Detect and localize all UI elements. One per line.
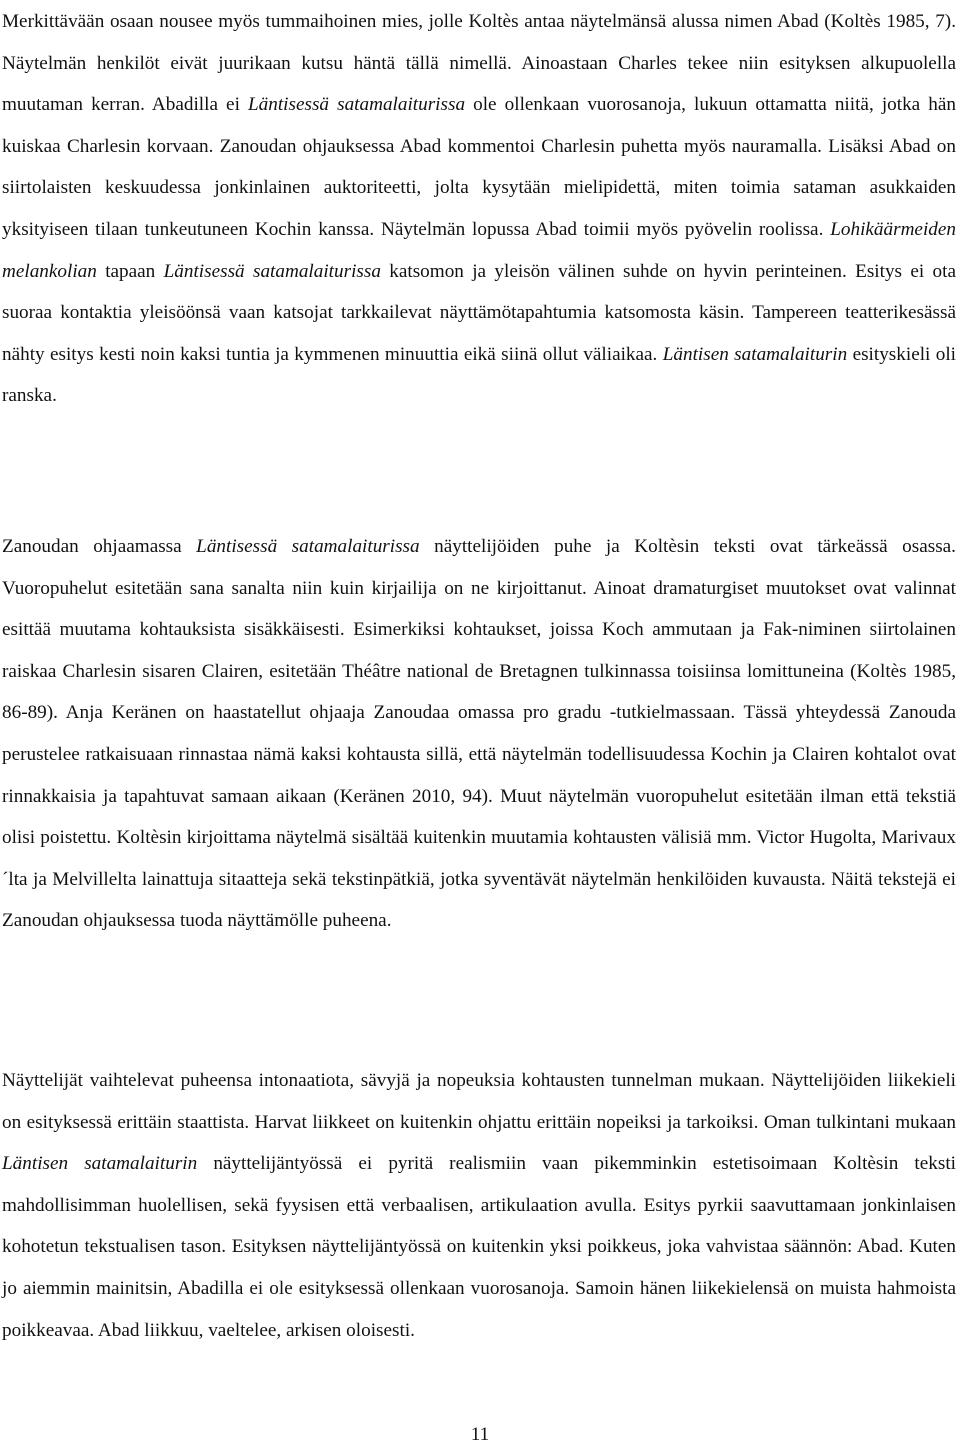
text-run: Merkittävään osaan nousee myös tummaihoinen mies, jolle Koltès antaa näytelmänsä alussa nimen Abad (Koltès 1985, 7). Näytelmän henkilöt eivät juurikaan kutsu häntä tällä nimellä. Ainoastaan Charles tekee niin esityksen alkupuolella muutaman kerran. Abadilla ei <box>2 11 956 116</box>
italic-title-run: Lohikäärmeiden melankolian <box>2 218 956 282</box>
paragraph-2 <box>2 526 956 942</box>
italic-title-run: Läntisessä satamalaiturissa <box>163 260 381 282</box>
text-run: tapaan <box>96 260 164 282</box>
text-run: katsomon ja yleisön välinen suhde on hyvin perinteinen. Esitys ei ota suoraa kontaktia yleisöönsä vaan katsojat tarkkailevat näyttämötapahtumia katsomosta käsin. Tampereen teatterikesässä nähty esitys kesti noin kaksi tuntia ja kymmenen minuuttia eikä siinä ollut väliaikaa. <box>2 260 956 365</box>
text-run: Näyttelijät vaihtelevat puheensa intonaatiota, sävyjä ja nopeuksia kohtausten tunnelman mukaan. Näyttelijöiden liikekieli on esityksessä erittäin staattista. Harvat liikkeet on kuitenkin ohjattu erittäin nopeiksi ja tarkoiksi. Oman tulkintani mukaan <box>2 1070 956 1133</box>
italic-title-run: Läntisessä satamalaiturissa <box>247 94 466 116</box>
text-run: esityskieli oli ranska. <box>2 343 956 407</box>
text-run: näyttelijäntyössä ei pyritä realismiin vaan pikemminkin estetisoimaan Koltèsin teksti mahdollisimman huolellisen, sekä fyysisen että verbaalisen, artikulaation avulla. Esitys pyrkii saavuttamaan jonkinlaisen kohotetun tekstualisen tason. Esityksen näyttelijäntyössä on kuitenkin yksi poikkeus, joka vahvistaa säännön: Abad. Kuten jo aiemmin mainitsin, Abadilla ei ole esityksessä ollenkaan vuorosanoja. Samoin hänen liikekielensä on muista hahmoista poikkeavaa. Abad liikkuu, vaeltelee, arkisen oloisesti. <box>2 1153 956 1341</box>
page-number: 11 <box>470 1424 490 1445</box>
paragraph-1 <box>2 1 956 417</box>
text-run: näyttelijöiden puhe ja Koltèsin teksti ovat tärkeässä osassa. Vuoropuhelut esitetään sana sanalta niin kuin kirjailija on ne kirjoittanut. Ainoat dramaturgiset muutokset ovat valinnat esittää muutama kohtauksista sisäkkäisesti. Esimerkiksi kohtaukset, joissa Koch ammutaan ja Fak-niminen siirtolainen raiskaa Charlesin sisaren Clairen, esitetään Théâtre national de Bretagnen tulkinnassa toisiinsa lomittuneina (Koltès 1985, 86-89). Anja Keränen on haastatellut ohjaaja Zanoudaa omassa pro gradu -tutkielmassaan. Tässä yhteydessä Zanouda perustelee ratkaisuaan rinnastaa nämä kaksi kohtausta sillä, että näytelmän todellisuudessa Kochin ja Clairen kohtalot ovat rinnakkaisia ja tapahtuvat samaan aikaan (Keränen 2010, 94). Muut näytelmän vuoropuhelut esitetään ilman että tekstiä olisi poistettu. Koltèsin kirjoittama näytelmä sisältää kuitenkin muutamia kohtausten välisiä mm. Victor Hugolta, Marivaux´lta ja Melvillelta lainattuja sitaatteja sekä tekstinpätkiä, jotka syventävät näytelmän henkilöiden kuvausta. Näitä tekstejä ei Zanoudan ohjauksessa tuoda näyttämölle puheena. <box>2 536 956 932</box>
italic-title-run: Läntisen satamalaiturin <box>662 343 848 365</box>
italic-title-run: Läntisen satamalaiturin <box>2 1153 198 1175</box>
text-run: ole ollenkaan vuorosanoja, lukuun ottamatta niitä, jotka hän kuiskaa Charlesin korvaan. Zanoudan ohjauksessa Abad kommentoi Charlesin puhetta myös nauramalla. Lisäksi Abad on siirtolaisten keskuudessa jonkinlainen auktoriteetti, jolta kysytään mielipidettä, miten toimia sataman asukkaiden yksityiseen tilaan tunkeutuneen Kochin kanssa. Näytelmän lopussa Abad toimii myös pyövelin roolissa. <box>2 94 956 240</box>
paragraph-3 <box>2 1060 956 1351</box>
italic-title-run: Läntisessä satamalaiturissa <box>196 536 420 557</box>
text-run: Zanoudan ohjaamassa <box>2 536 197 557</box>
